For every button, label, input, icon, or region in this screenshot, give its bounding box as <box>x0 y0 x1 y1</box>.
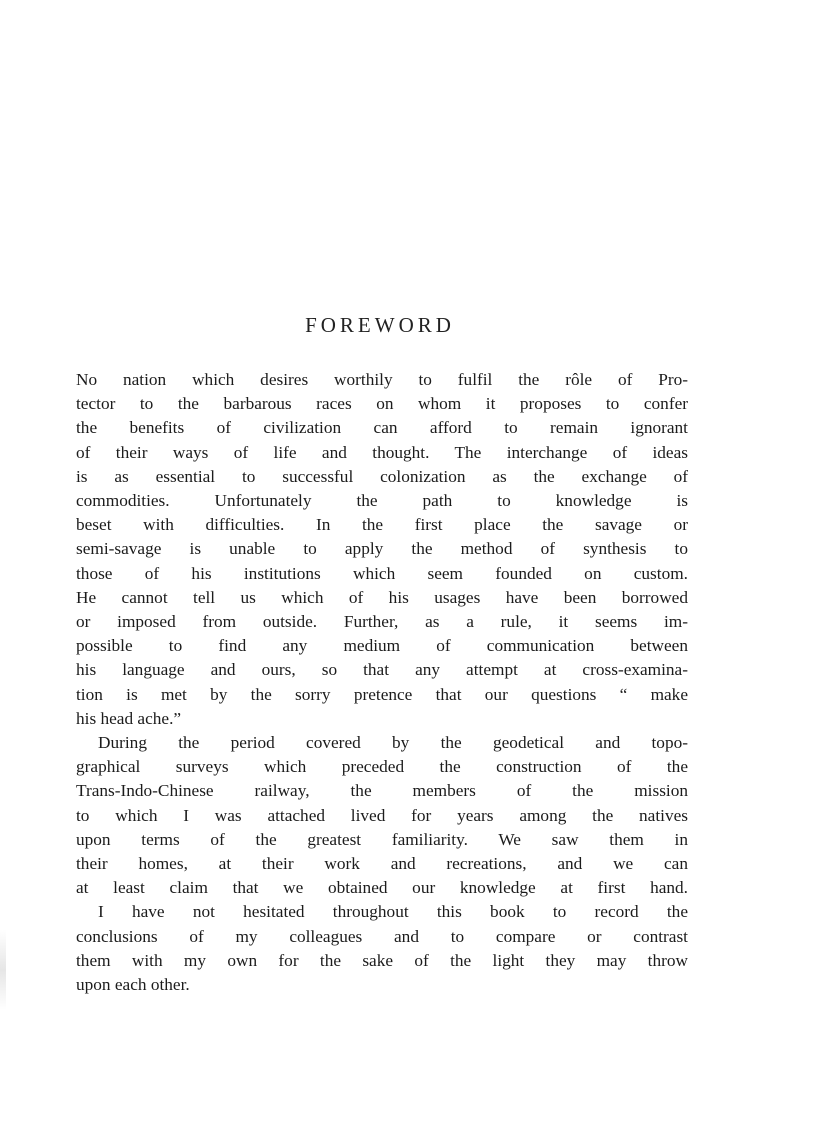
text-line: possible to find any medium of communication between <box>76 636 688 656</box>
text-line: their homes, at their work and recreations, and we can <box>76 854 688 874</box>
text-line: of their ways of life and thought. The interchange of ideas <box>76 442 688 462</box>
text-line: his language and ours, so that any attempt at cross-examina- <box>76 660 688 680</box>
text-line: is as essential to successful colonization as the exchange of <box>76 466 688 486</box>
text-line: Trans-Indo-Chinese railway, the members of the mission <box>76 781 688 801</box>
text-line: commodities. Unfortunately the path to knowledge is <box>76 491 688 511</box>
text-line: the benefits of civilization can afford to remain ignorant <box>76 418 688 438</box>
paragraph-3 <box>76 900 688 997</box>
scan-margin-shadow <box>0 930 6 1010</box>
text-line: beset with difficulties. In the first place the savage or <box>76 515 688 535</box>
text-line: them with my own for the sake of the light they may throw <box>76 950 688 970</box>
text-line: or imposed from outside. Further, as a rule, it seems im- <box>76 612 688 632</box>
text-line: tion is met by the sorry pretence that our questions “ make <box>76 684 688 704</box>
text-line: his head ache.” <box>76 708 182 728</box>
text-line: graphical surveys which preceded the construction of the <box>76 757 688 777</box>
text-line: He cannot tell us which of his usages have been borrowed <box>76 587 688 607</box>
text-line: tector to the barbarous races on whom it proposes to confer <box>76 394 688 414</box>
text-line: at least claim that we obtained our knowledge at first hand. <box>76 878 688 898</box>
text-line: conclusions of my colleagues and to compare or contrast <box>76 926 688 946</box>
text-line: I have not hesitated throughout this book to record the <box>98 902 688 922</box>
text-line: During the period covered by the geodetical and topo- <box>98 733 688 753</box>
page-title: FOREWORD <box>305 313 455 337</box>
text-line: upon each other. <box>76 975 190 995</box>
foreword-text <box>76 368 688 997</box>
text-line: to which I was attached lived for years among the natives <box>76 805 688 825</box>
paragraph-2 <box>76 731 688 900</box>
paragraph-1 <box>76 368 688 731</box>
text-line: semi-savage is unable to apply the method of synthesis to <box>76 539 688 559</box>
text-line: No nation which desires worthily to fulfil the rôle of Pro- <box>76 370 688 389</box>
text-line: those of his institutions which seem founded on custom. <box>76 563 688 583</box>
text-line: upon terms of the greatest familiarity. We saw them in <box>76 829 688 849</box>
